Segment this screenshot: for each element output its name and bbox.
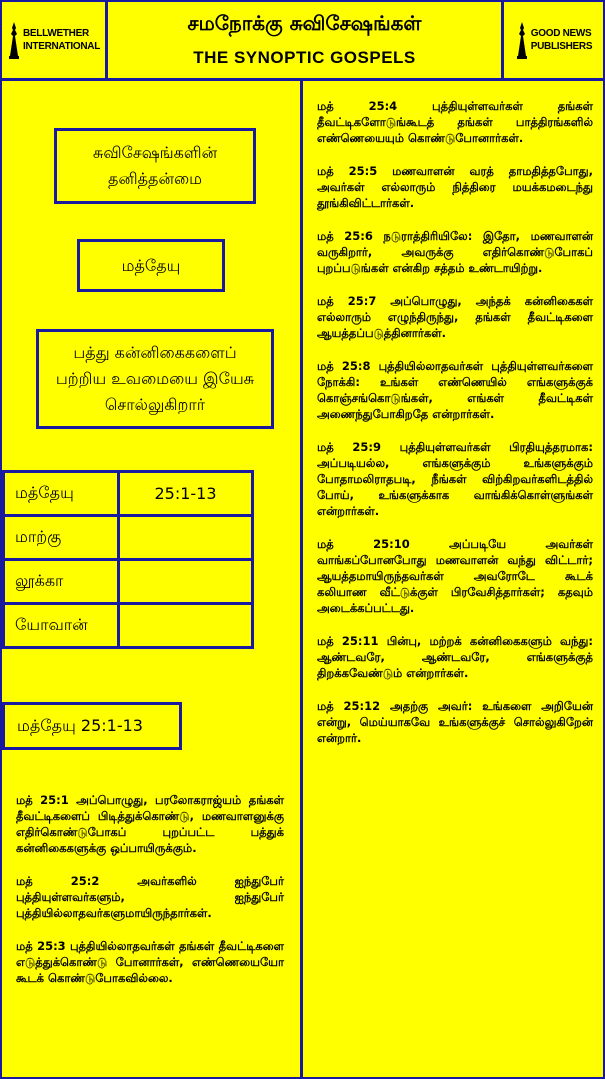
- uniqueness-label: சுவிசேஷங்களின் தனித்தன்மை: [92, 143, 218, 188]
- ref-book: மாற்கு: [4, 516, 119, 560]
- lamp-icon: [7, 20, 21, 60]
- book-box: [77, 239, 225, 292]
- table-row: [4, 516, 253, 560]
- ref-book: லூக்கா: [4, 560, 119, 604]
- passage-label: மத்தேயு 25:1-13: [2, 702, 182, 750]
- title-english: THE SYNOPTIC GOSPELS: [193, 48, 416, 67]
- table-row: [4, 604, 253, 648]
- verse: மத் 25:11 பின்பு, மற்றக் கன்னிகைகளும் வந்து: ஆண்டவரே, ஆண்டவரே, எங்களுக்குத் திறக்கவேண்டும் என்றார்கள்.: [317, 634, 593, 680]
- parable-label: பத்து கன்னிகைகளைப் பற்றிய உவமையை இயேசு சொல்லுகிறார்: [55, 343, 255, 414]
- verse: மத் 25:2 அவர்களில் ஐந்துபேர் புத்தியுள்ளவர்களும், ஐந்துபேர் புத்தியில்லாதவர்களுமாயிருந்தார்கள்.: [16, 874, 284, 920]
- logo-left-line1: BELLWETHER: [22, 28, 89, 39]
- verse: மத் 25:3 புத்தியில்லாதவர்கள் தங்கள் தீவட்டிகளை எடுத்துக்கொண்டு போனார்கள், எண்ணெயையோ கூடக் கொண்டுபோகவில்லை.: [16, 939, 284, 985]
- verse: மத் 25:5 மணவாளன் வரத் தாமதித்தபோது, அவர்கள் எல்லாரும் நித்திரை மயக்கமடைந்து தூங்கிவிட்டார்கள்.: [317, 164, 593, 210]
- good-news-logo: [501, 2, 603, 78]
- verse: மத் 25:1 அப்பொழுது, பரலோகராஜ்யம் தங்கள் தீவட்டிகளைப் பிடித்துக்கொண்டு, மணவாளனுக்கு எதிர்கொண்டுபோகப் புறப்பட்ட பத்துக் கன்னிகைகளுக்கு ஒப்பாயிருக்கும்.: [16, 793, 284, 855]
- table-row: [4, 560, 253, 604]
- ref-value: [119, 516, 253, 560]
- verse: மத் 25:7 அப்பொழுது, அந்தக் கன்னிகைகள் எல்லாரும் எழுந்திருந்து, தங்கள் தீவட்டிகளை ஆயத்தப்படுத்தினார்கள்.: [317, 294, 593, 340]
- ref-value: 25:1-13: [119, 472, 253, 516]
- page-title: [108, 2, 501, 78]
- title-tamil: சமநோக்கு சுவிசேஷங்கள்: [187, 11, 422, 35]
- logo-right-line2: PUBLISHERS: [530, 41, 593, 52]
- column-divider: [300, 78, 303, 1078]
- uniqueness-box: [54, 128, 256, 204]
- verse: மத் 25:10 அப்படியே அவர்கள் வாங்கப்போனபோது மணவாளன் வந்து விட்டார்; ஆயத்தமாயிருந்தவர்கள் அவரோடே கூடக் கலியாண வீட்டுக்குள் பிரவேசித்தார்கள்; கதவும் அடைக்கப்பட்டது.: [317, 537, 593, 615]
- table-row: [4, 472, 253, 516]
- ref-book: மத்தேயு: [4, 472, 119, 516]
- verse: மத் 25:4 புத்தியுள்ளவர்கள் தங்கள் தீவட்டிகளோடுங்கூடத் தங்கள் பாத்திரங்களில் எண்ணெயையும் கொண்டுபோனார்கள்.: [317, 99, 593, 145]
- ref-book: யோவான்: [4, 604, 119, 648]
- ref-value: [119, 604, 253, 648]
- right-verses: [317, 98, 593, 763]
- verse: மத் 25:8 புத்தியில்லாதவர்கள் புத்தியுள்ளவர்களை நோக்கி: உங்கள் எண்ணெயில் எங்களுக்குக் கொஞ்சங்கொடுங்கள், எங்கள் தீவட்டிகள் அணைந்துபோகிறதே என்றார்கள்.: [317, 359, 593, 421]
- ref-value: [119, 560, 253, 604]
- verse: மத் 25:9 புத்தியுள்ளவர்கள் பிரதியுத்தரமாக: அப்படியல்ல, எங்களுக்கும் உங்களுக்கும் போதாமலிராதபடி, நீங்கள் விற்கிறவர்களிடத்தில் போய், உங்களுக்காக வாங்கிக்கொள்ளுங்கள் என்றார்கள்.: [317, 440, 593, 518]
- parable-box: [36, 329, 274, 429]
- reference-table: [2, 470, 254, 649]
- verse: மத் 25:6 நடுராத்திரியிலே: இதோ, மணவாளன் வருகிறார், அவருக்கு எதிர்கொண்டுபோகப் புறப்படுங்கள் என்கிற சத்தம் உண்டாயிற்று.: [317, 229, 593, 275]
- bellwether-logo: [2, 2, 108, 78]
- header: [2, 2, 603, 81]
- logo-left-line2: INTERNATIONAL: [22, 41, 101, 52]
- lamp-icon: [515, 20, 529, 60]
- left-verses: [16, 792, 284, 1003]
- book-label: மத்தேயு: [121, 255, 181, 275]
- verse: மத் 25:12 அதற்கு அவர்: உங்களை அறியேன் என்று, மெய்யாகவே உங்களுக்குச் சொல்லுகிறேன் என்றார்.: [317, 699, 593, 745]
- logo-right-line1: GOOD NEWS: [530, 28, 592, 39]
